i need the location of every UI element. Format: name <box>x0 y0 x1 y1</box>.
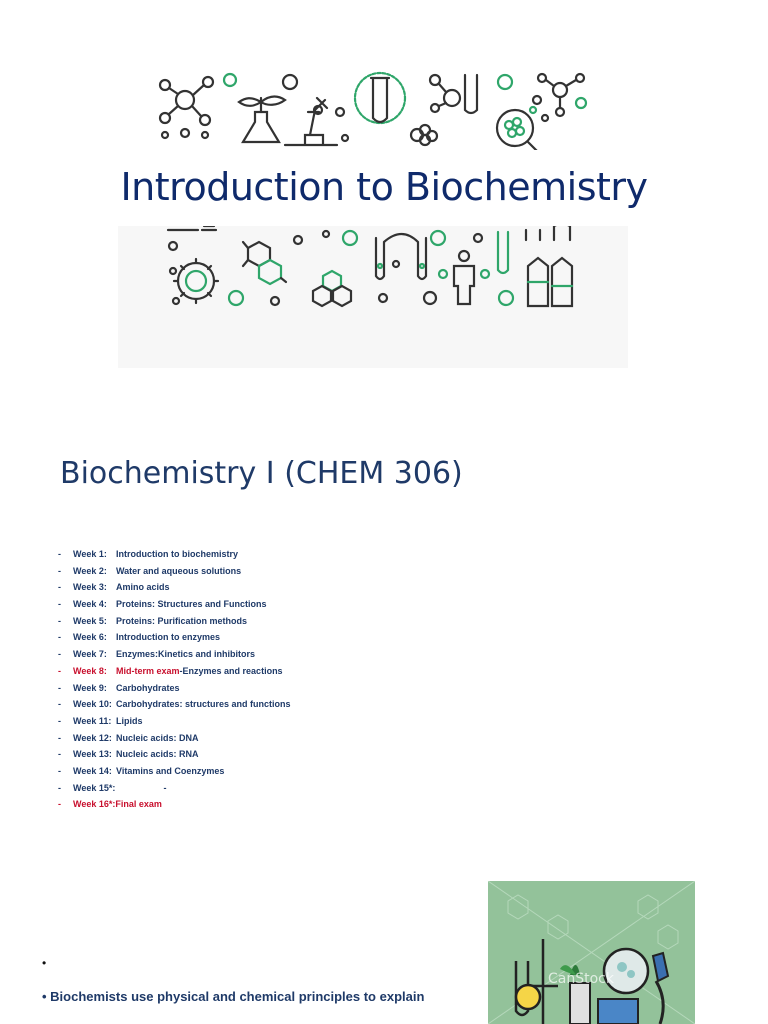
list-item: - Week 4: Proteins: Structures and Functions <box>58 599 267 610</box>
petri-dish-icon <box>497 110 538 150</box>
list-item: - Week 10: Carbohydrates: structures and functions <box>58 699 291 710</box>
list-item: - Week 3: Amino acids <box>58 582 170 593</box>
lab-equipment-illustration <box>488 881 695 1024</box>
test-tube-rack-icon <box>376 234 426 279</box>
biochemists-bullet-text: • Biochemists use physical and chemical principles to explain <box>42 989 425 1004</box>
week-schedule-list <box>58 547 291 814</box>
list-item: - Week 7: Enzymes:Kinetics and inhibitors <box>58 649 256 660</box>
midterm-list-item: - Week 8: Mid-term exam-Enzymes and reactions <box>58 665 283 676</box>
list-item: - Week 11: Lipids <box>58 715 143 726</box>
list-item: - Week 1: Introduction to biochemistry <box>58 549 239 559</box>
list-item: - Week 14: Vitamins and Coenzymes <box>58 765 225 776</box>
plant-flask-icon <box>239 97 285 143</box>
list-item: - Week 6: Introduction to enzymes <box>58 632 221 643</box>
list-item: - Week 12: Nucleic acids: DNA <box>58 732 199 743</box>
microscope-icon <box>285 98 337 145</box>
lab-equipment-image <box>488 881 695 1024</box>
course-title: Biochemistry I (CHEM 306) <box>60 456 463 491</box>
test-tube-icon <box>355 73 405 123</box>
list-item: - Week 9: Carbohydrates <box>58 682 180 693</box>
watermark-text: CanStock <box>548 971 614 987</box>
human-figure-icon <box>424 251 489 304</box>
biochem-icons-bottom <box>118 226 628 368</box>
empty-bullet: • <box>42 956 47 970</box>
gear-icon <box>174 259 218 303</box>
list-item: - Week 2: Water and aqueous solutions <box>58 565 242 576</box>
list-item: - Week 13: Nucleic acids: RNA <box>58 749 199 760</box>
biochem-icons-top <box>105 40 640 150</box>
list-item: - Week 5: Proteins: Purification methods <box>58 615 248 626</box>
hexagon-molecule-icon <box>243 242 286 284</box>
banner-icons-bottom <box>118 226 628 368</box>
slide-title: Introduction to Biochemistry <box>120 165 648 209</box>
list-item: - Week 15*: - <box>58 782 167 793</box>
lab-bottles-icon <box>526 226 572 306</box>
banner-icons-top <box>105 40 640 150</box>
final-exam-list-item: - Week 16*:Final exam <box>58 799 162 810</box>
molecule-icon <box>160 77 213 125</box>
